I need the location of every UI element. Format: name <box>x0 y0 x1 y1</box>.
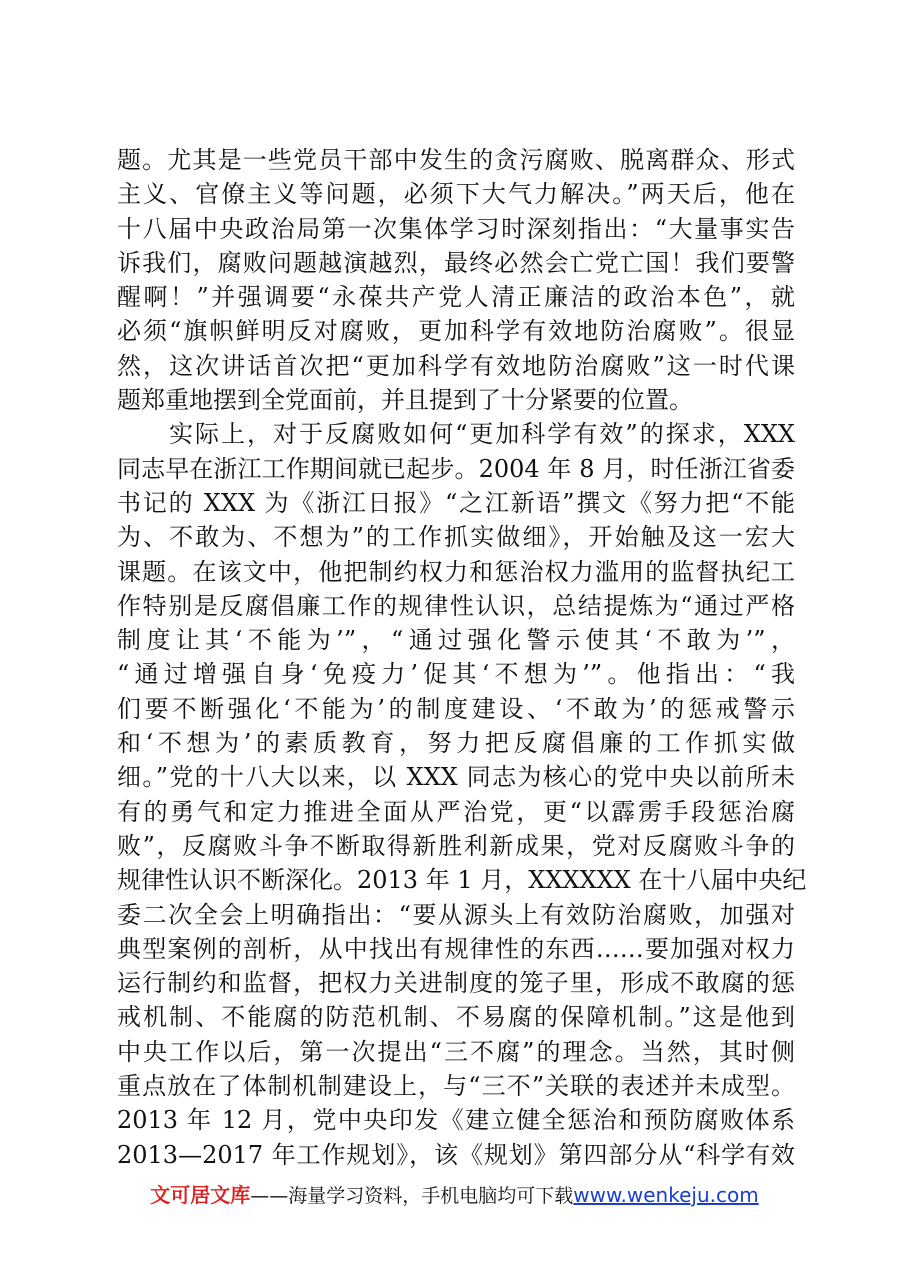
text-line: 和‘不想为’的素质教育，努力把反腐倡廉的工作抓实做 <box>117 729 795 758</box>
text-line: 败”，反腐败斗争不断取得新胜利新成果，党对反腐败斗争的 <box>117 831 795 860</box>
text-line: 细。”党的十八大以来，以 XXX 同志为核心的党中央以前所未 <box>117 763 795 792</box>
text-line: 主义、官僚主义等问题，必须下大气力解决。”两天后，他在 <box>117 180 795 209</box>
text-line: 2013 年 12 月，党中央印发《建立健全惩治和预防腐败体系 <box>117 1106 795 1135</box>
footer-watermark <box>0 1180 909 1211</box>
text-line: 诉我们，腐败问题越演越烈，最终必然会亡党亡国！我们要警 <box>117 248 795 277</box>
text-line: 然，这次讲话首次把“更加科学有效地防治腐败”这一时代课 <box>117 351 795 380</box>
text-line: 典型案例的剖析，从中找出有规律性的东西……要加强对权力 <box>117 934 795 963</box>
text-line: 有的勇气和定力推进全面从严治党，更“以霹雳手段惩治腐 <box>117 797 795 826</box>
text-line: 实际上，对于反腐败如何“更加科学有效”的探求，XXX <box>117 420 795 449</box>
text-line: 运行制约和监督，把权力关进制度的笼子里，形成不敢腐的惩 <box>117 969 795 998</box>
text-line: 为、不敢为、不想为”的工作抓实做细》，开始触及这一宏大 <box>117 523 795 552</box>
text-line: 2013—2017 年工作规划》，该《规划》第四部分从“科学有效 <box>117 1140 795 1169</box>
text-line: 书记的 XXX 为《浙江日报》“之江新语”撰文《努力把“不能 <box>117 488 795 517</box>
text-line: 们要不断强化‘不能为’的制度建设、‘不敢为’的惩戒警示 <box>117 694 795 723</box>
text-line: 制度让其‘不能为’”，“通过强化警示使其‘不敢为’”， <box>117 626 795 655</box>
text-line: 题郑重地摆到全党面前，并且提到了十分紧要的位置。 <box>117 386 693 415</box>
text-line: 同志早在浙江工作期间就已起步。2004 年 8 月，时任浙江省委 <box>117 454 795 483</box>
text-line: 课题。在该文中，他把制约权力和惩治权力滥用的监督执纪工 <box>117 557 795 586</box>
text-line: 作特别是反腐倡廉工作的规律性认识，总结提炼为“通过严格 <box>117 591 795 620</box>
text-line: 醒啊！”并强调要“永葆共产党人清正廉洁的政治本色”，就 <box>117 283 795 312</box>
text-line: 题。尤其是一些党员干部中发生的贪污腐败、脱离群众、形式 <box>117 146 795 174</box>
text-line: “通过增强自身‘免疫力’促其‘不想为’”。他指出：“我 <box>117 660 795 689</box>
footer-brand: 文可居文库 <box>150 1183 251 1207</box>
text-line: 中央工作以后，第一次提出“三不腐”的理念。当然，其时侧 <box>117 1037 795 1066</box>
text-line: 十八届中央政治局第一次集体学习时深刻指出：“大量事实告 <box>117 214 795 243</box>
footer-separator: —— <box>250 1185 289 1207</box>
footer-url-link[interactable]: www.wenkeju.com <box>573 1183 759 1207</box>
text-line: 规律性认识不断深化。2013 年 1 月，XXXXXX 在十八届中央纪 <box>117 866 807 895</box>
text-line: 委二次全会上明确指出：“要从源头上有效防治腐败，加强对 <box>117 900 795 929</box>
footer-slogan: 海量学习资料，手机电脑均可下载 <box>288 1185 574 1207</box>
document-body <box>117 143 807 1172</box>
text-line: 必须“旗帜鲜明反对腐败，更加科学有效地防治腐败”。很显 <box>117 317 795 346</box>
text-line: 戒机制、不能腐的防范机制、不易腐的保障机制。”这是他到 <box>117 1003 795 1032</box>
text-line: 重点放在了体制机制建设上，与“三不”关联的表述并未成型。 <box>117 1072 795 1101</box>
